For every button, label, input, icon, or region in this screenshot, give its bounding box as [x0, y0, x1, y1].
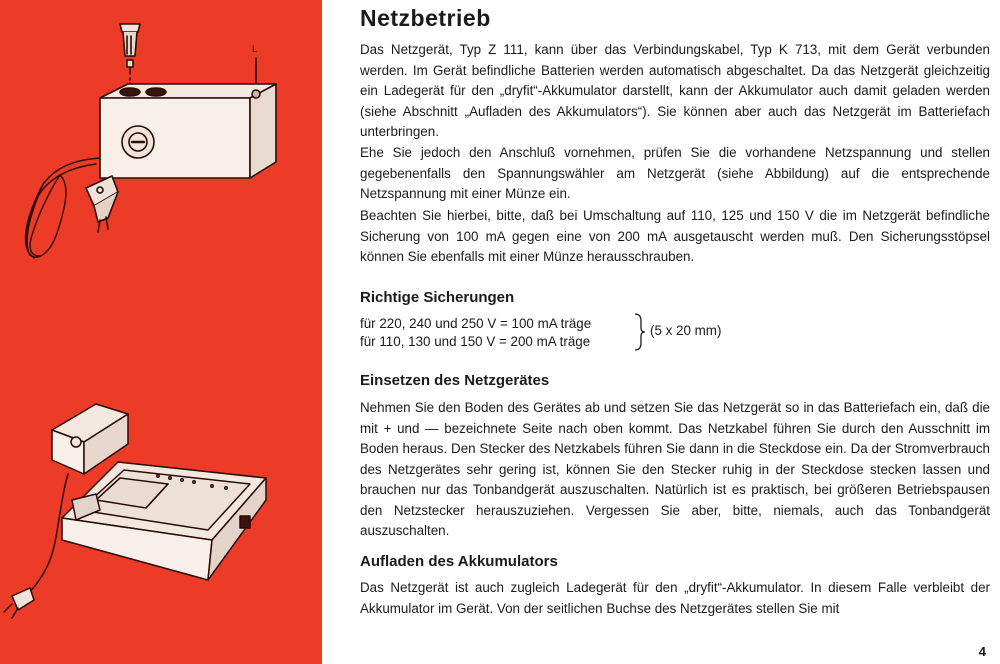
- fuse-line-2: für 110, 130 und 150 V = 200 mA träge: [360, 334, 591, 349]
- power-supply-illustration: [0, 0, 322, 664]
- paragraph-voltage: Ehe Sie jedoch den Anschluß vornehmen, prüfen Sie die vorhandene Netzspannung und stellen gegebenenfalls den Spannungswähler am Netzgerät (siehe Abbildung) auf die entsprechende Netzspannung mit einer Münze ein.: [360, 145, 990, 201]
- page-title: Netzbetrieb: [360, 5, 491, 31]
- red-illustration-panel: [0, 0, 322, 664]
- page-number: 4: [978, 644, 986, 659]
- fuse-size: (5 x 20 mm): [650, 323, 722, 338]
- power-cable-icon: [25, 158, 100, 258]
- paragraph-intro: Das Netzgerät, Typ Z 111, kann über das Verbindungskabel, Typ K 713, mit dem Gerät verbunden werden. Im Gerät befindliche Batterien werden automatisch abgeschaltet. Da das Netzgerät gleichzeitig ein Ladegerät für den „dryfit“-Akkumulator darstellt, kann der Akkumulator auch damit geladen werden (siehe Abschnitt „Aufladen des Akkumulators“). Sie können aber auch das Netzgerät im Batteriefach unterbringen.: [360, 42, 990, 139]
- paragraph-fuse-change: Beachten Sie hierbei, bitte, daß bei Umschaltung auf 110, 125 und 150 V die im Netzgerät befindliche Sicherung von 100 mA gegen eine von 200 mA ausgetauscht werden muß. Den Sicherungsstöpsel können Sie ebenfalls mit einer Münze herausschrauben.: [360, 208, 990, 264]
- brace-icon: [632, 313, 646, 351]
- heading-fuses: Richtige Sicherungen: [360, 289, 515, 306]
- label-l: L: [252, 44, 258, 54]
- power-supply-box-icon: [100, 84, 276, 178]
- page-content: [360, 0, 992, 664]
- fuse-line-1: für 220, 240 und 250 V = 100 mA träge: [360, 316, 592, 331]
- heading-charge: Aufladen des Akkumulators: [360, 553, 558, 570]
- fuse-plug-icon: [120, 24, 140, 88]
- heading-insert: Einsetzen des Netzgerätes: [360, 372, 550, 389]
- mains-plug-icon: [86, 176, 118, 232]
- battery-compartment-icon: [4, 404, 266, 618]
- paragraph-insert: Nehmen Sie den Boden des Gerätes ab und setzen Sie das Netzgerät so in das Batteriefach ein, daß die mit + und — bezeichnete Seite nach oben kommt. Das Netzkabel führen Sie durch den Ausschnitt im Boden heraus. Den Stecker des Netzkabels führen Sie dann in die Steckdose ein. Da der Stromverbrauch des Netzgerätes sehr gering ist, können Sie den Stecker ruhig in der Steckdose stecken lassen und brauchen nur das Tonbandgerät auszuschalten. Natürlich ist es praktisch, bei größeren Betriebspausen den Netzstecker herauszuziehen. Vergessen Sie aber, bitte, niemals, auch das Tonbandgerät auszuschalten.: [360, 400, 990, 538]
- paragraph-charge: Das Netzgerät ist auch zugleich Ladegerät für den „dryfit“-Akkumulator. In diesem Falle verbleibt der Akkumulator im Gerät. Von der seitlichen Buchse des Netzgerätes stellen Sie mit: [360, 580, 990, 616]
